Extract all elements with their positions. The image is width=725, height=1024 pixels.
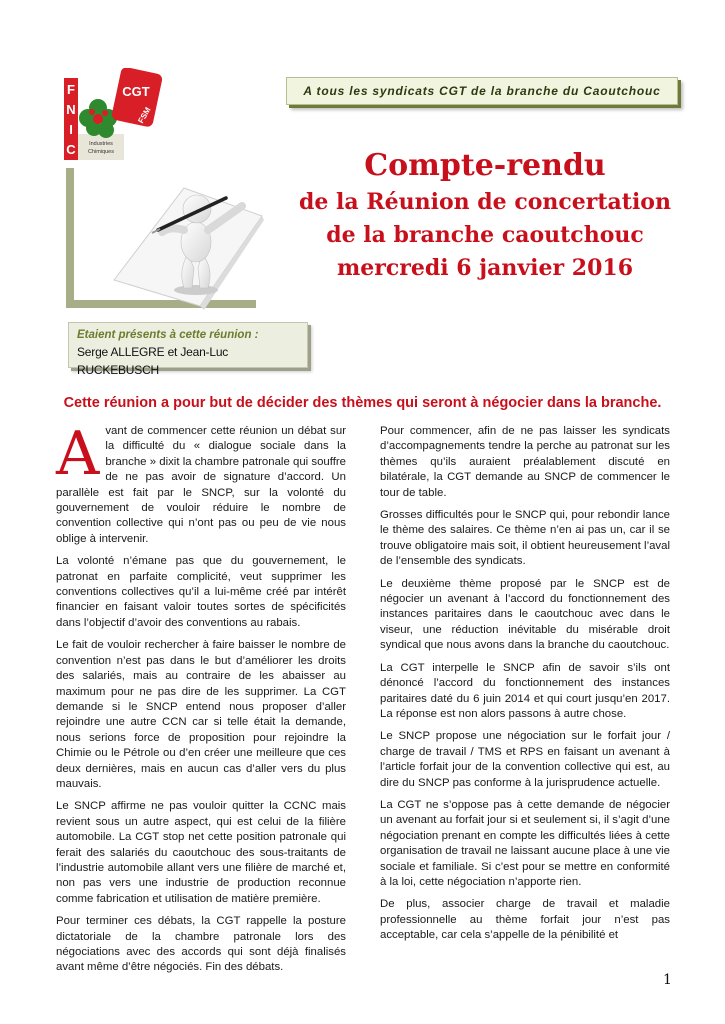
title-line-2: de la branche caoutchouc (326, 222, 644, 248)
writing-figure-illustration (66, 168, 266, 314)
attendees-label: Etaient présents à cette réunion : (77, 329, 259, 341)
fnic-cgt-logo-graphic (64, 68, 164, 164)
drop-cap: A (56, 419, 100, 489)
right-paragraph-1: Pour commencer, afin de ne pas laisser les syndicats d’accompagnements tendre la perche au patronat sur les thèmes qu’ils auraient préalablement discuté en bilatérale, la CGT demande au SNCP de commencer le tour de table. (380, 425, 670, 499)
title-block (270, 146, 700, 285)
right-paragraph-2: Grosses difficultés pour le SNCP qui, pour rebondir lance le thème des salaires. Ce thème n’en ai pas un, car il se trouve obligatoire mais soit, il obtient heureusement l’aval de l’ensemble des syndicats. (380, 509, 670, 568)
right-column (380, 424, 670, 951)
logo-caption-chimiques: Chimiques (88, 149, 114, 155)
fnic-cgt-logo (64, 68, 164, 164)
right-paragraph-5: Le SNCP propose une négociation sur le forfait jour / charge de travail / TMS et RPS en faisant un avenant à l’article forfait jour de la convention collective qui est, au dire du SNCP pas conforme à la jurisprudence actuelle. (380, 730, 670, 789)
logo-letter-i: I (69, 122, 73, 137)
intro-statement: Cette réunion a pour but de décider des thèmes qui seront à négocier dans la branche. (63, 395, 662, 411)
header-banner-text: A tous les syndicats CGT de la branche du Caoutchouc (303, 84, 661, 98)
left-paragraph-3: Le fait de vouloir rechercher à faire baisser le nombre de convention n’est pas dans le but d’améliorer les droits des salariés, mais au contraire de les abaisser au maximum pour ne pas dire de les supprimer. La CGT demande si le SNCP entend nous proposer d’aller rejoindre une autre CCN car si telle était la demande, nous serions force de proposition pour rejoindre la Chimie ou le Pétrole ou d’en créer une meilleure que ces deux dernières, mais en aucun cas d’aller vers du plus mauvais. (56, 639, 346, 790)
attendees-box (68, 322, 308, 377)
title-line-3: mercredi 6 janvier 2016 (336, 255, 634, 281)
page-title: Compte-rendu (364, 148, 606, 183)
left-paragraph-5: Pour terminer ces débats, la CGT rappelle la posture dictatoriale de la chambre patronale lors des négociations avec des accords qui sont déjà finalisés avant même d’être négociés. Fin des débats. (56, 915, 346, 974)
attendees-names: Serge ALLEGRE et Jean-Luc RUCKEBUSCH (77, 345, 229, 377)
title-line-1: de la Réunion de concertation (299, 189, 671, 215)
left-paragraph-1 (56, 419, 346, 547)
left-paragraph-1-text: vant de commencer cette réunion un débat sur la difficulté du « dialogue sociale dans la branche » dixit la chambre patronale qui souffre de ne pas avoir de signature d’accord. Un parallèle est fait par le SNCP, sur la volonté du gouvernement de vouloir réduire le nombre de convention collective qui n’ont pas ou peu de vie nous oblige à intervenir. (56, 425, 346, 545)
logo-fsm-text: FSM (136, 105, 153, 125)
logo-letter-c: C (66, 142, 76, 157)
right-paragraph-7: De plus, associer charge de travail et maladie professionnelle au thème forfait jour n’est pas acceptable, car cela s’appelle de la pénibilité et (380, 898, 670, 942)
logo-letter-n: N (66, 102, 76, 117)
logo-caption-industries: Industries (89, 141, 113, 147)
right-paragraph-3: Le deuxième thème proposé par le SNCP est de négocier un avenant à l’accord du fonctionnement des instances paritaires dans le caoutchouc avec dans le viseur, une réduction inévitable du misérable droit syndical que nous avons dans la branche du caoutchouc. (380, 577, 670, 652)
page-number: 1 (663, 972, 672, 988)
right-paragraph-4: La CGT interpelle le SNCP afin de savoir s’ils ont dénoncé l’accord du fonctionnement des instances paritaires daté du 6 juin 2014 et qui court jusqu’en 2017. La réponse est non alors passons à autre chose. (380, 661, 670, 720)
right-paragraph-6: La CGT ne s’oppose pas à cette demande de négocier un avenant au forfait jour si et seulement si, il s’agit d’une négociation prenant en compte les difficultés liées à cette organisation de travail ne laissant aucune place à une vie sociale et familiale. Si c’est pour se mettre en conformité à la loi, cette négociation n’apporte rien. (380, 798, 670, 888)
left-column (56, 419, 346, 983)
writing-figure-graphic (66, 168, 266, 314)
header-banner (286, 77, 678, 105)
logo-letter-f: F (67, 82, 75, 97)
logo-cgt-text: CGT (122, 84, 150, 99)
left-paragraph-4: Le SNCP affirme ne pas vouloir quitter la CCNC mais revient sous un autre aspect, qui est celui de la filière automobile. La CGT stop net cette position patronale qui ferait des salariés du caoutchouc des sous-traitants de l’industrie automobile allant vers une filière de marché et, non pas vers une industrie de production reconnue comme fabrication et utilisation de matière première. (56, 800, 346, 905)
left-paragraph-2: La volonté n’émane pas que du gouvernement, le patronat en parfaite complicité, veut supprimer les conventions collectives qu’il a lui-même créé par intérêt financier en faisant valoir toutes sortes de spécificités dans l’objectif d’avoir des conventions au rabais. (56, 555, 346, 629)
